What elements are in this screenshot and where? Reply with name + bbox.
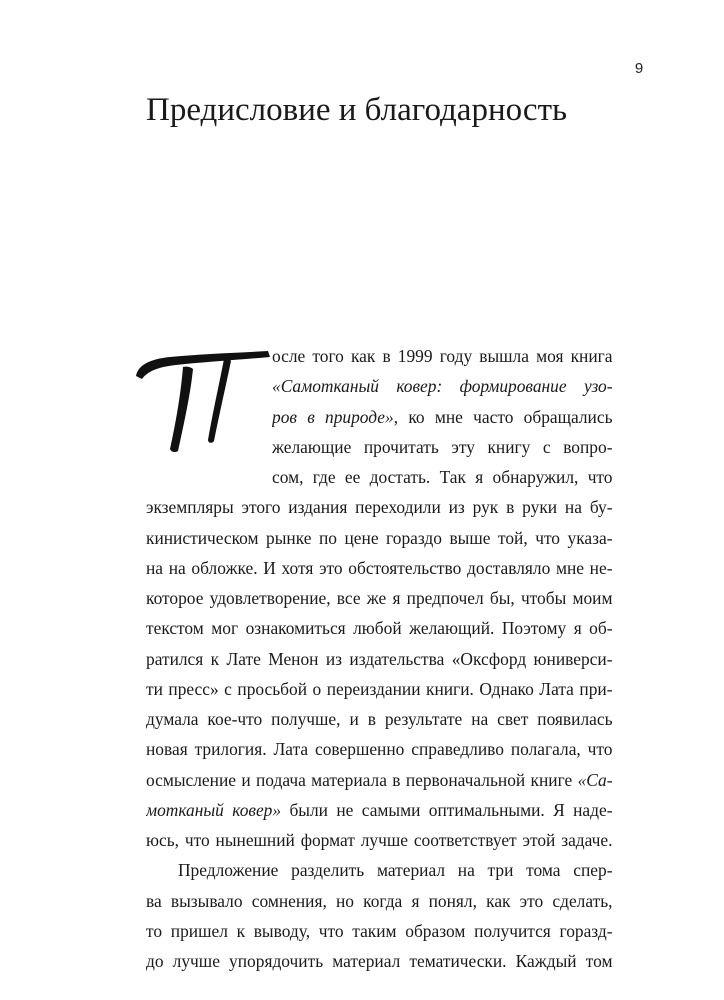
- text-segment: до лучше упорядочить материал тематически. Каждый том: [146, 951, 613, 971]
- text-line: [146, 613, 613, 643]
- text-line: [146, 704, 613, 734]
- italic-text-segment: мотканый ковер»: [146, 799, 282, 820]
- text-line: [146, 583, 613, 613]
- text-segment: ти пресс» с просьбой о переиздании книги. Однако Лата при-: [146, 678, 613, 699]
- text-segment: на на обложке. И хотя это обстоятельство доставляло мне не-: [146, 557, 613, 578]
- text-line: [272, 402, 613, 432]
- chapter-title: Предисловие и благодарность: [146, 92, 568, 128]
- text-line: [272, 462, 613, 492]
- drop-cap-brush-glyph: [120, 345, 270, 455]
- text-line: [146, 886, 613, 916]
- text-line: [146, 825, 613, 855]
- text-segment: были не самыми оптимальными. Я наде-: [281, 799, 613, 820]
- text-segment: новая трилогия. Лата совершенно справедливо полагала, что: [146, 739, 613, 760]
- text-segment: , ко мне часто обращались: [393, 406, 613, 427]
- text-segment: ратился к Лате Менон из издательства «Оксфорд юниверси-: [146, 648, 613, 669]
- text-segment: экземпляры этого издания переходили из рук в руки на бу-: [146, 497, 613, 518]
- text-line: [146, 946, 613, 976]
- text-line: [272, 371, 613, 401]
- drop-cap-letter: [120, 455, 121, 456]
- text-segment: текстом мог ознакомиться любой желающий. Поэтому я об-: [146, 618, 613, 639]
- text-line: [146, 523, 613, 553]
- drop-cap: [120, 345, 270, 455]
- text-segment: сом, где ее достать. Так я обнаружил, что: [272, 467, 613, 487]
- text-segment: юсь, что нынешний формат лучше соответствует этой задаче.: [146, 830, 613, 850]
- text-segment: которое удовлетворение, все же я предпочел бы, чтобы моим: [146, 588, 613, 608]
- text-line: [146, 734, 613, 764]
- text-segment: ва вызывало сомнения, но когда я понял, как это сделать,: [146, 890, 613, 911]
- italic-text-segment: «Самотканый ковер: формирование узо-: [272, 376, 613, 397]
- text-line: [146, 644, 613, 674]
- text-line: [146, 765, 613, 795]
- page-number: 9: [634, 60, 644, 77]
- text-segment: осле того как в 1999 году вышла моя книга: [272, 346, 613, 366]
- text-segment: кинистическом рынке по цене гораздо выше той, что указа-: [146, 527, 613, 548]
- text-line: [146, 492, 613, 522]
- text-line: [178, 855, 613, 885]
- text-segment: Предложение разделить материал на три тома спер-: [178, 860, 613, 881]
- italic-text-segment: ров в природе»: [272, 406, 394, 427]
- text-line: [146, 553, 613, 583]
- text-line: [272, 341, 613, 371]
- italic-text-segment: «Са-: [577, 769, 613, 790]
- text-segment: осмысление и подача материала в первоначальной книге: [146, 769, 578, 790]
- text-line: [272, 432, 613, 462]
- text-segment: желающие прочитать эту книгу с вопро-: [272, 436, 613, 457]
- text-segment: то пришел к выводу, что таким образом получится горазд-: [146, 920, 613, 941]
- text-line: [146, 916, 613, 946]
- text-line: [146, 795, 613, 825]
- text-segment: думала кое-что получше, и в результате на свет появилась: [146, 709, 613, 729]
- text-line: [146, 674, 613, 704]
